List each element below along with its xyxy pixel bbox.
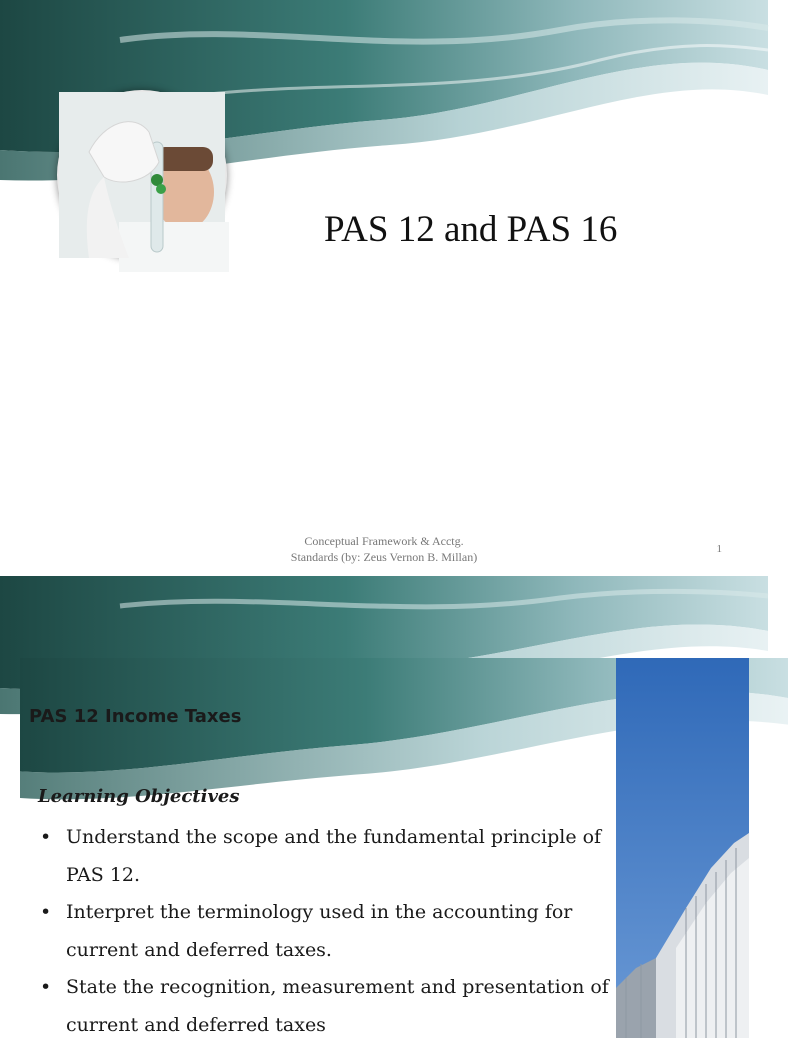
scientist-test-tube-icon — [59, 92, 225, 258]
scientist-photo — [57, 90, 227, 260]
objective-text: Interpret the terminology used in the accounting for current and deferred taxes. — [66, 901, 573, 961]
building-photo — [616, 658, 749, 1038]
objectives-list — [40, 819, 610, 1044]
content-slide — [0, 576, 768, 1036]
bullet-icon: • — [40, 826, 52, 848]
list-item — [40, 894, 610, 969]
slide-title: PAS 12 and PAS 16 — [324, 209, 618, 250]
embedded-slide — [20, 658, 616, 1038]
objective-text: State the recognition, measurement and presentation of current and deferred taxes — [66, 976, 609, 1036]
page-number: 1 — [716, 543, 722, 555]
objective-text: Understand the scope and the fundamental principle of PAS 12. — [66, 826, 602, 886]
list-item — [40, 969, 610, 1044]
learning-objectives-heading: Learning Objectives — [38, 786, 240, 807]
bullet-icon: • — [40, 901, 52, 923]
bullet-icon: • — [40, 976, 52, 998]
footer-line-2: Standards (by: Zeus Vernon B. Millan) — [290, 550, 478, 564]
slide-footer — [0, 533, 768, 565]
section-title: PAS 12 Income Taxes — [29, 706, 242, 727]
list-item — [40, 819, 610, 894]
building-skyscraper-icon — [616, 658, 749, 1038]
footer-line-1: Conceptual Framework & Acctg. — [304, 534, 464, 548]
